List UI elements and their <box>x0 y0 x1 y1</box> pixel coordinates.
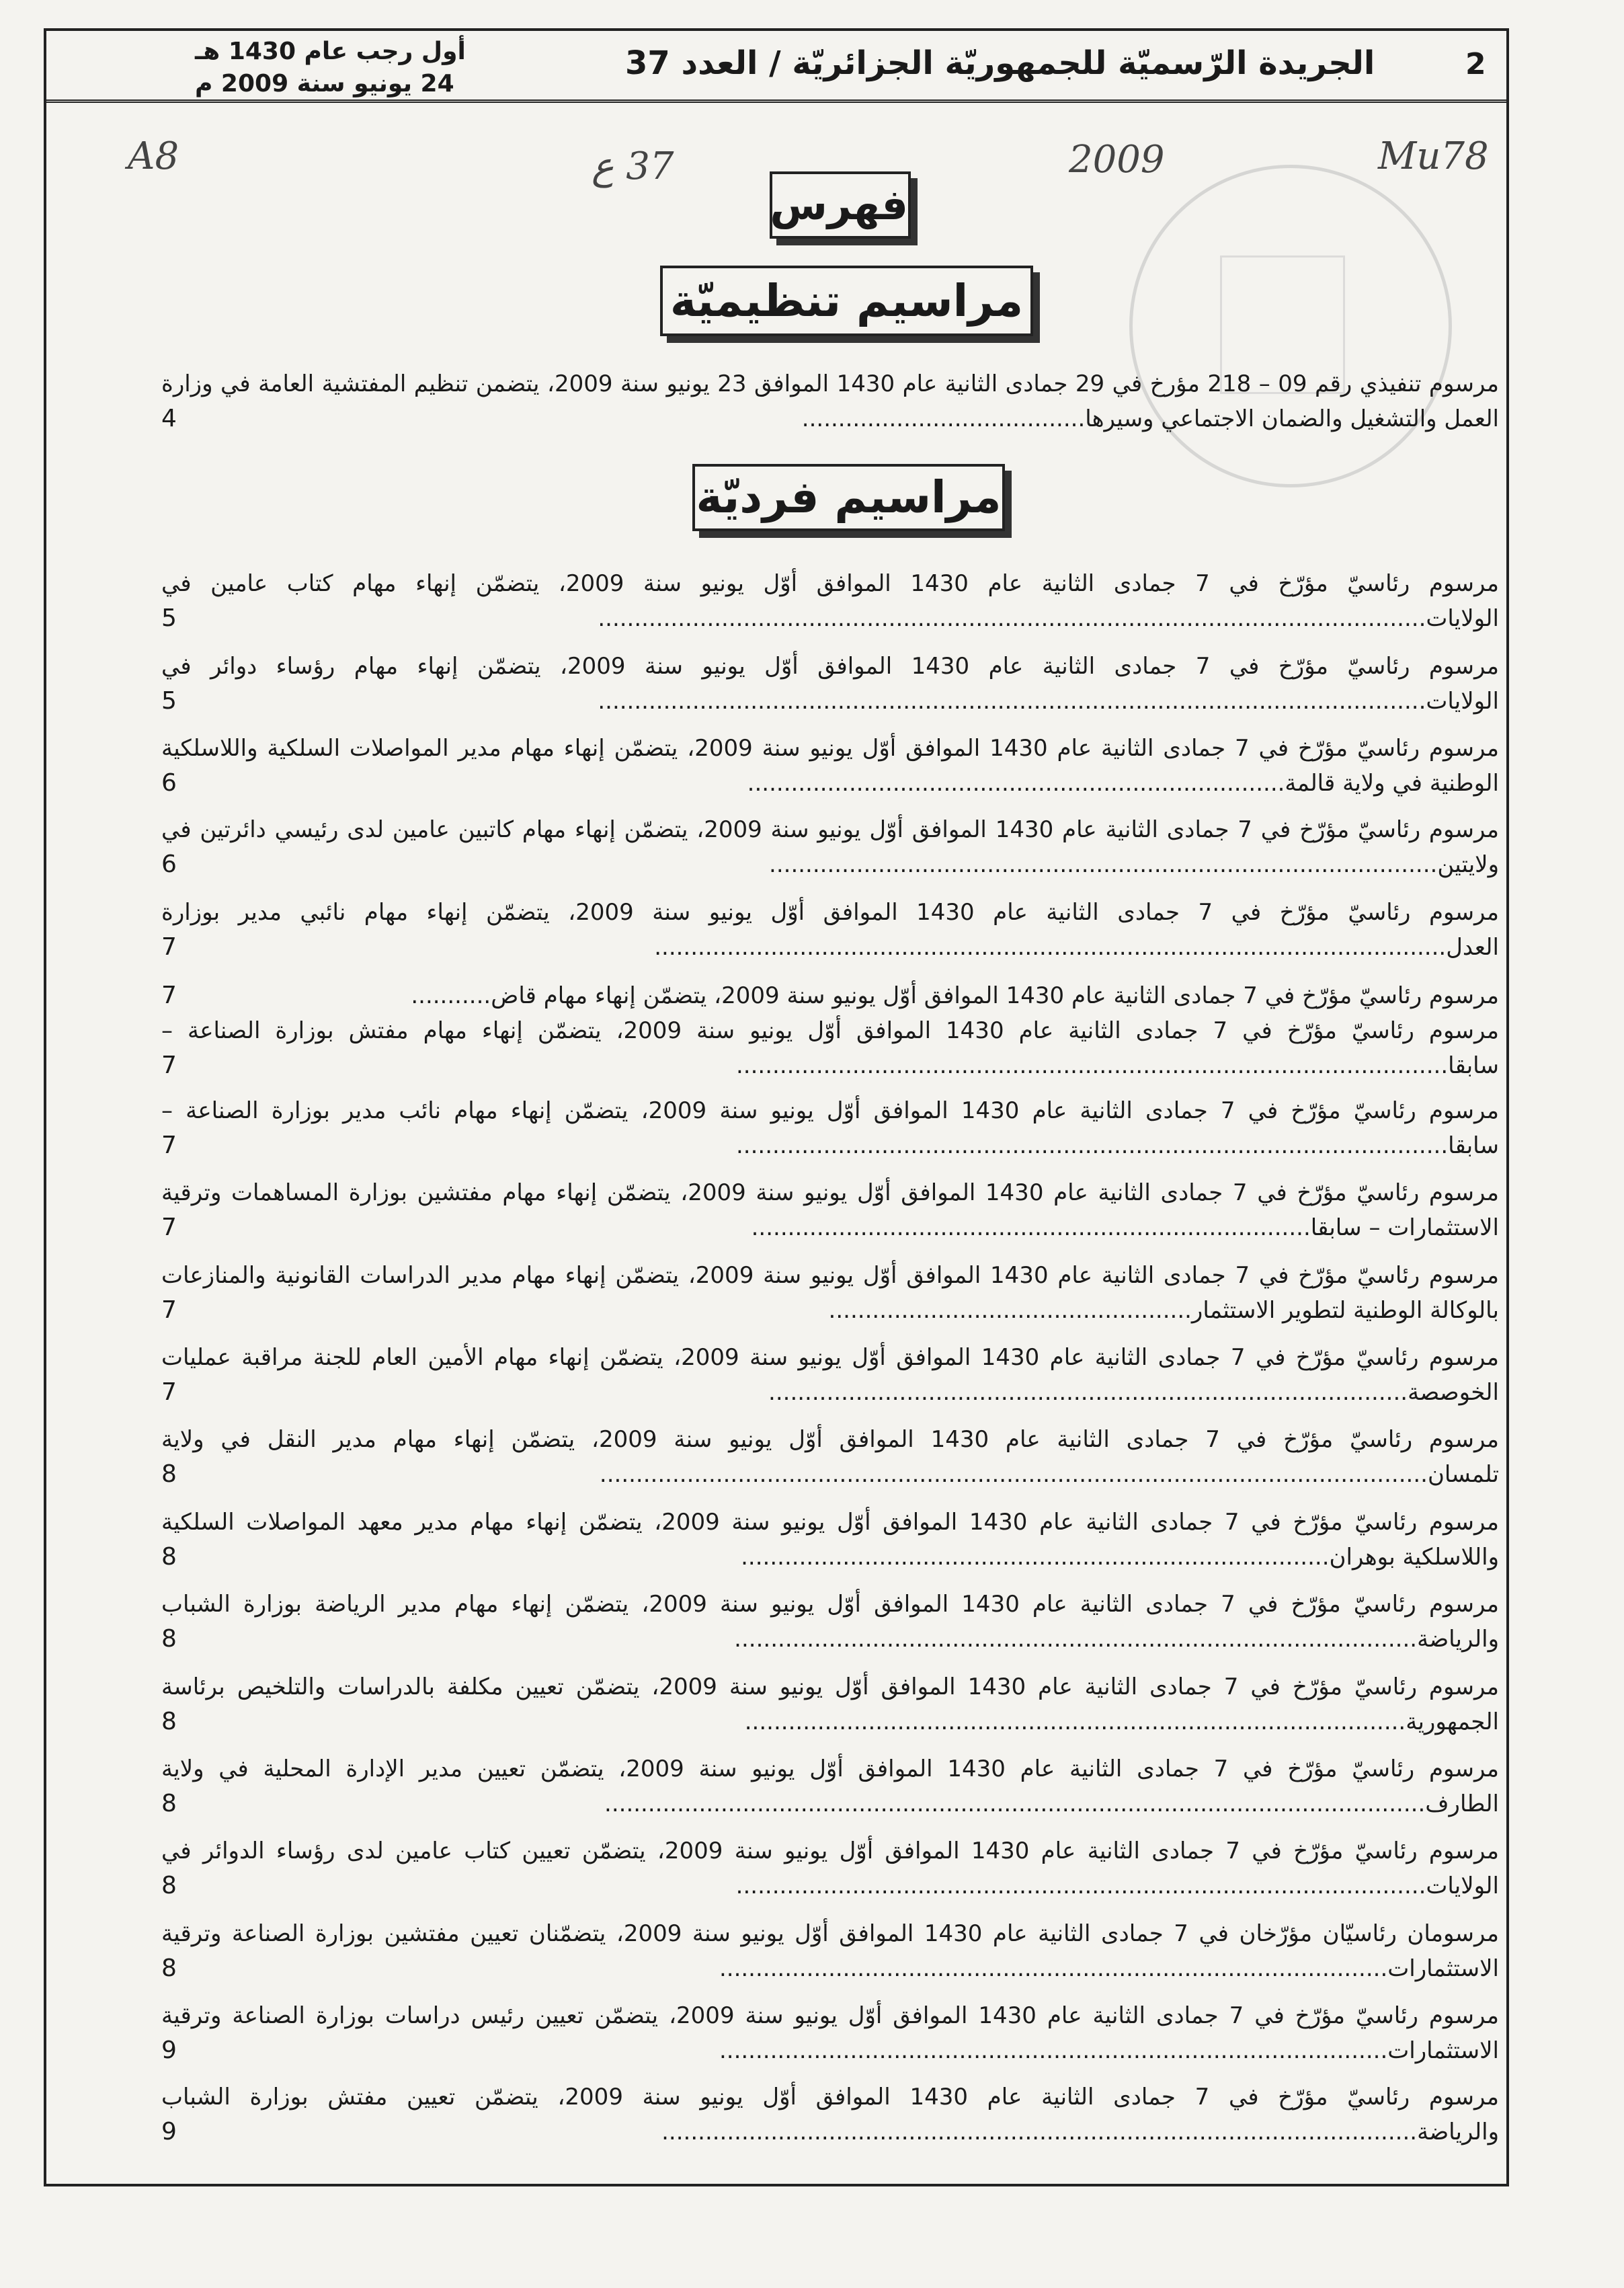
toc-entry <box>161 1587 1499 1661</box>
index-title: فهرس <box>770 171 911 239</box>
toc-entry-page: 8 <box>161 1951 215 1986</box>
toc-entry-page: 8 <box>161 1786 215 1821</box>
toc-entry-page: 8 <box>161 1622 215 1657</box>
regulatory-decrees-heading: مراسيم تنظيميّة <box>660 266 1033 336</box>
individual-decrees-heading: مراسيم فرديّة <box>692 464 1005 531</box>
toc-entry <box>161 1505 1499 1579</box>
toc-entry <box>161 1422 1499 1496</box>
toc-entry-title: مرسوم رئاسيّ مؤرّخ في 7 جمادى الثانية عام 1430 الموافق أوّل يونيو سنة 2009، يتضمّن إنهاء مهام مفتش بوزارة الصناعة – سابقا.................................................................................................. <box>161 1017 1499 1079</box>
toc-entry-page: 4 <box>161 401 215 436</box>
toc-entry-title: مرسوم رئاسيّ مؤرّخ في 7 جمادى الثانية عام 1430 الموافق أوّل يونيو سنة 2009، يتضمّن إنهاء مهام قاض........... <box>411 982 1499 1009</box>
toc-entry <box>161 1340 1499 1414</box>
toc-entry-page: 7 <box>161 978 215 1013</box>
toc-entry-title: مرسوم رئاسيّ مؤرّخ في 7 جمادى الثانية عام 1430 الموافق أوّل يونيو سنة 2009، يتضمّن تعيين مفتش بوزارة الشباب والرياضة........................................................................................................ <box>161 2084 1499 2145</box>
hijri-date: أول رجب عام 1430 هـ <box>195 38 466 65</box>
toc-entry-page: 7 <box>161 1128 215 1163</box>
toc-entry <box>161 812 1499 886</box>
handwritten-note-left: A8 <box>128 134 179 178</box>
toc-entry-page: 6 <box>161 847 215 882</box>
toc-entry-page: 8 <box>161 1868 215 1903</box>
toc-entry-title: مرسوم تنفيذي رقم 09 – 218 مؤرخ في 29 جمادى الثانية عام 1430 الموافق 23 يونيو سنة 2009، يتضمن تنظيم المفتشية العامة في وزارة العمل والتشغيل والضمان الاجتماعي وسيرها....................................... <box>161 370 1499 432</box>
toc-entry-title: مرسوم رئاسيّ مؤرّخ في 7 جمادى الثانية عام 1430 الموافق أوّل يونيو سنة 2009، يتضمّن إنهاء مهام مدير الدراسات القانونية والمنازعات بالوكالة الوطنية لتطوير الاستثمار.................................................. <box>161 1262 1499 1324</box>
toc-entry-title: مرسومان رئاسيّان مؤرّخان في 7 جمادى الثانية عام 1430 الموافق أوّل يونيو سنة 2009، يتضمّنان تعيين مفتشين بوزارة الصناعة وترقية الاستثمارات............................................................................................ <box>161 1920 1499 1982</box>
toc-entry-title: مرسوم رئاسيّ مؤرّخ في 7 جمادى الثانية عام 1430 الموافق أوّل يونيو سنة 2009، يتضمّن تعيين كتاب عامين لدى رؤساء الدوائر في الولايات............................................................................................... <box>161 1838 1499 1899</box>
toc-entry <box>161 978 1499 1016</box>
toc-entry-page: 7 <box>161 1375 215 1410</box>
header-rule <box>44 100 1509 103</box>
journal-title: الجريدة الرّسميّة للجمهوريّة الجزائريّة / العدد 37 <box>625 44 1375 82</box>
toc-entry <box>161 1093 1499 1167</box>
toc-entry <box>161 1916 1499 1990</box>
toc-entry-page: 5 <box>161 684 215 719</box>
toc-entry <box>161 1751 1499 1825</box>
toc-entry <box>161 895 1499 969</box>
toc-entry-title: مرسوم رئاسيّ مؤرّخ في 7 جمادى الثانية عام 1430 الموافق أوّل يونيو سنة 2009، يتضمّن إنهاء مهام مفتشين بوزارة المساهمات وترقية الاستثمارات – سابقا............................................................................. <box>161 1179 1499 1241</box>
toc-entry <box>161 1669 1499 1743</box>
toc-entry <box>161 649 1499 723</box>
toc-entry-title: مرسوم رئاسيّ مؤرّخ في 7 جمادى الثانية عام 1430 الموافق أوّل يونيو سنة 2009، يتضمّن إنهاء مهام الأمين العام للجنة مراقبة عمليات الخوصصة........................................................................................ <box>161 1344 1499 1406</box>
toc-entry-title: مرسوم رئاسيّ مؤرّخ في 7 جمادى الثانية عام 1430 الموافق أوّل يونيو سنة 2009، يتضمّن إنهاء مهام كتاب عامين في الولايات.................................................................................................................. <box>161 570 1499 632</box>
toc-entry <box>161 1998 1499 2072</box>
toc-entry-page: 5 <box>161 601 215 636</box>
toc-entry <box>161 731 1499 805</box>
toc-entry-page: 9 <box>161 2033 215 2068</box>
toc-entry-page: 7 <box>161 1210 215 1245</box>
toc-entry-title: مرسوم رئاسيّ مؤرّخ في 7 جمادى الثانية عام 1430 الموافق أوّل يونيو سنة 2009، يتضمّن إنهاء مهام نائب مدير بوزارة الصناعة – سابقا.................................................................................................. <box>161 1097 1499 1159</box>
page-number: 2 <box>1465 47 1486 81</box>
toc-entry <box>161 1013 1499 1087</box>
toc-entry-page: 8 <box>161 1704 215 1739</box>
toc-entry-title: مرسوم رئاسيّ مؤرّخ في 7 جمادى الثانية عام 1430 الموافق أوّل يونيو سنة 2009، يتضمّن إنهاء مهام نائبي مدير بوزارة العدل............................................................................................................. <box>161 899 1499 961</box>
toc-entry-title: مرسوم رئاسيّ مؤرّخ في 7 جمادى الثانية عام 1430 الموافق أوّل يونيو سنة 2009، يتضمّن تعيين مكلفة بالدراسات والتلخيص برئاسة الجمهورية........................................................................................... <box>161 1673 1499 1735</box>
handwritten-note-issue: 37 ع <box>592 145 674 188</box>
toc-entry-page: 6 <box>161 766 215 801</box>
toc-entry <box>161 1175 1499 1249</box>
toc-entry <box>161 366 1499 440</box>
toc-entry-page: 7 <box>161 1293 215 1328</box>
toc-entry <box>161 1833 1499 1907</box>
toc-entry-title: مرسوم رئاسيّ مؤرّخ في 7 جمادى الثانية عام 1430 الموافق أوّل يونيو سنة 2009، يتضمّن إنهاء مهام رؤساء دوائر في الولايات.................................................................................................................. <box>161 653 1499 715</box>
toc-entry-title: مرسوم رئاسيّ مؤرّخ في 7 جمادى الثانية عام 1430 الموافق أوّل يونيو سنة 2009، يتضمّن إنهاء مهام مدير معهد المواصلات السلكية واللاسلكية بوهران................................................................................. <box>161 1509 1499 1571</box>
gregorian-date: 24 يونيو سنة 2009 م <box>195 70 454 97</box>
toc-entry-title: مرسوم رئاسيّ مؤرّخ في 7 جمادى الثانية عام 1430 الموافق أوّل يونيو سنة 2009، يتضمّن إنهاء مهام مدير المواصلات السلكية واللاسلكية الوطنية في ولاية قالمة.......................................................................... <box>161 735 1499 797</box>
toc-entry <box>161 2080 1499 2154</box>
toc-entry-page: 9 <box>161 2115 215 2149</box>
toc-entry-title: مرسوم رئاسيّ مؤرّخ في 7 جمادى الثانية عام 1430 الموافق أوّل يونيو سنة 2009، يتضمّن إنهاء مهام مدير النقل في ولاية تلمسان.................................................................................................................. <box>161 1426 1499 1488</box>
toc-entry <box>161 1258 1499 1332</box>
toc-entry-page: 7 <box>161 1048 215 1083</box>
handwritten-note-ref: Mu78 <box>1378 134 1489 178</box>
toc-entry-page: 7 <box>161 930 215 965</box>
toc-entry <box>161 566 1499 640</box>
toc-entry-page: 8 <box>161 1540 215 1575</box>
toc-entry-title: مرسوم رئاسيّ مؤرّخ في 7 جمادى الثانية عام 1430 الموافق أوّل يونيو سنة 2009، يتضمّن إنهاء مهام مدير الرياضة بوزارة الشباب والرياضة.............................................................................................. <box>161 1591 1499 1653</box>
toc-entry-page: 8 <box>161 1457 215 1492</box>
toc-entry-title: مرسوم رئاسيّ مؤرّخ في 7 جمادى الثانية عام 1430 الموافق أوّل يونيو سنة 2009، يتضمّن تعيين مدير الإدارة المحلية في ولاية الطارف................................................................................................................. <box>161 1756 1499 1817</box>
toc-entry-title: مرسوم رئاسيّ مؤرّخ في 7 جمادى الثانية عام 1430 الموافق أوّل يونيو سنة 2009، يتضمّن إنهاء مهام كاتبين عامين لدى رئيسي دائرتين في ولايتين............................................................................................ <box>161 816 1499 878</box>
handwritten-note-year: 2009 <box>1069 138 1165 182</box>
toc-entry-title: مرسوم رئاسيّ مؤرّخ في 7 جمادى الثانية عام 1430 الموافق أوّل يونيو سنة 2009، يتضمّن تعيين رئيس دراسات بوزارة الصناعة وترقية الاستثمارات............................................................................................ <box>161 2002 1499 2064</box>
